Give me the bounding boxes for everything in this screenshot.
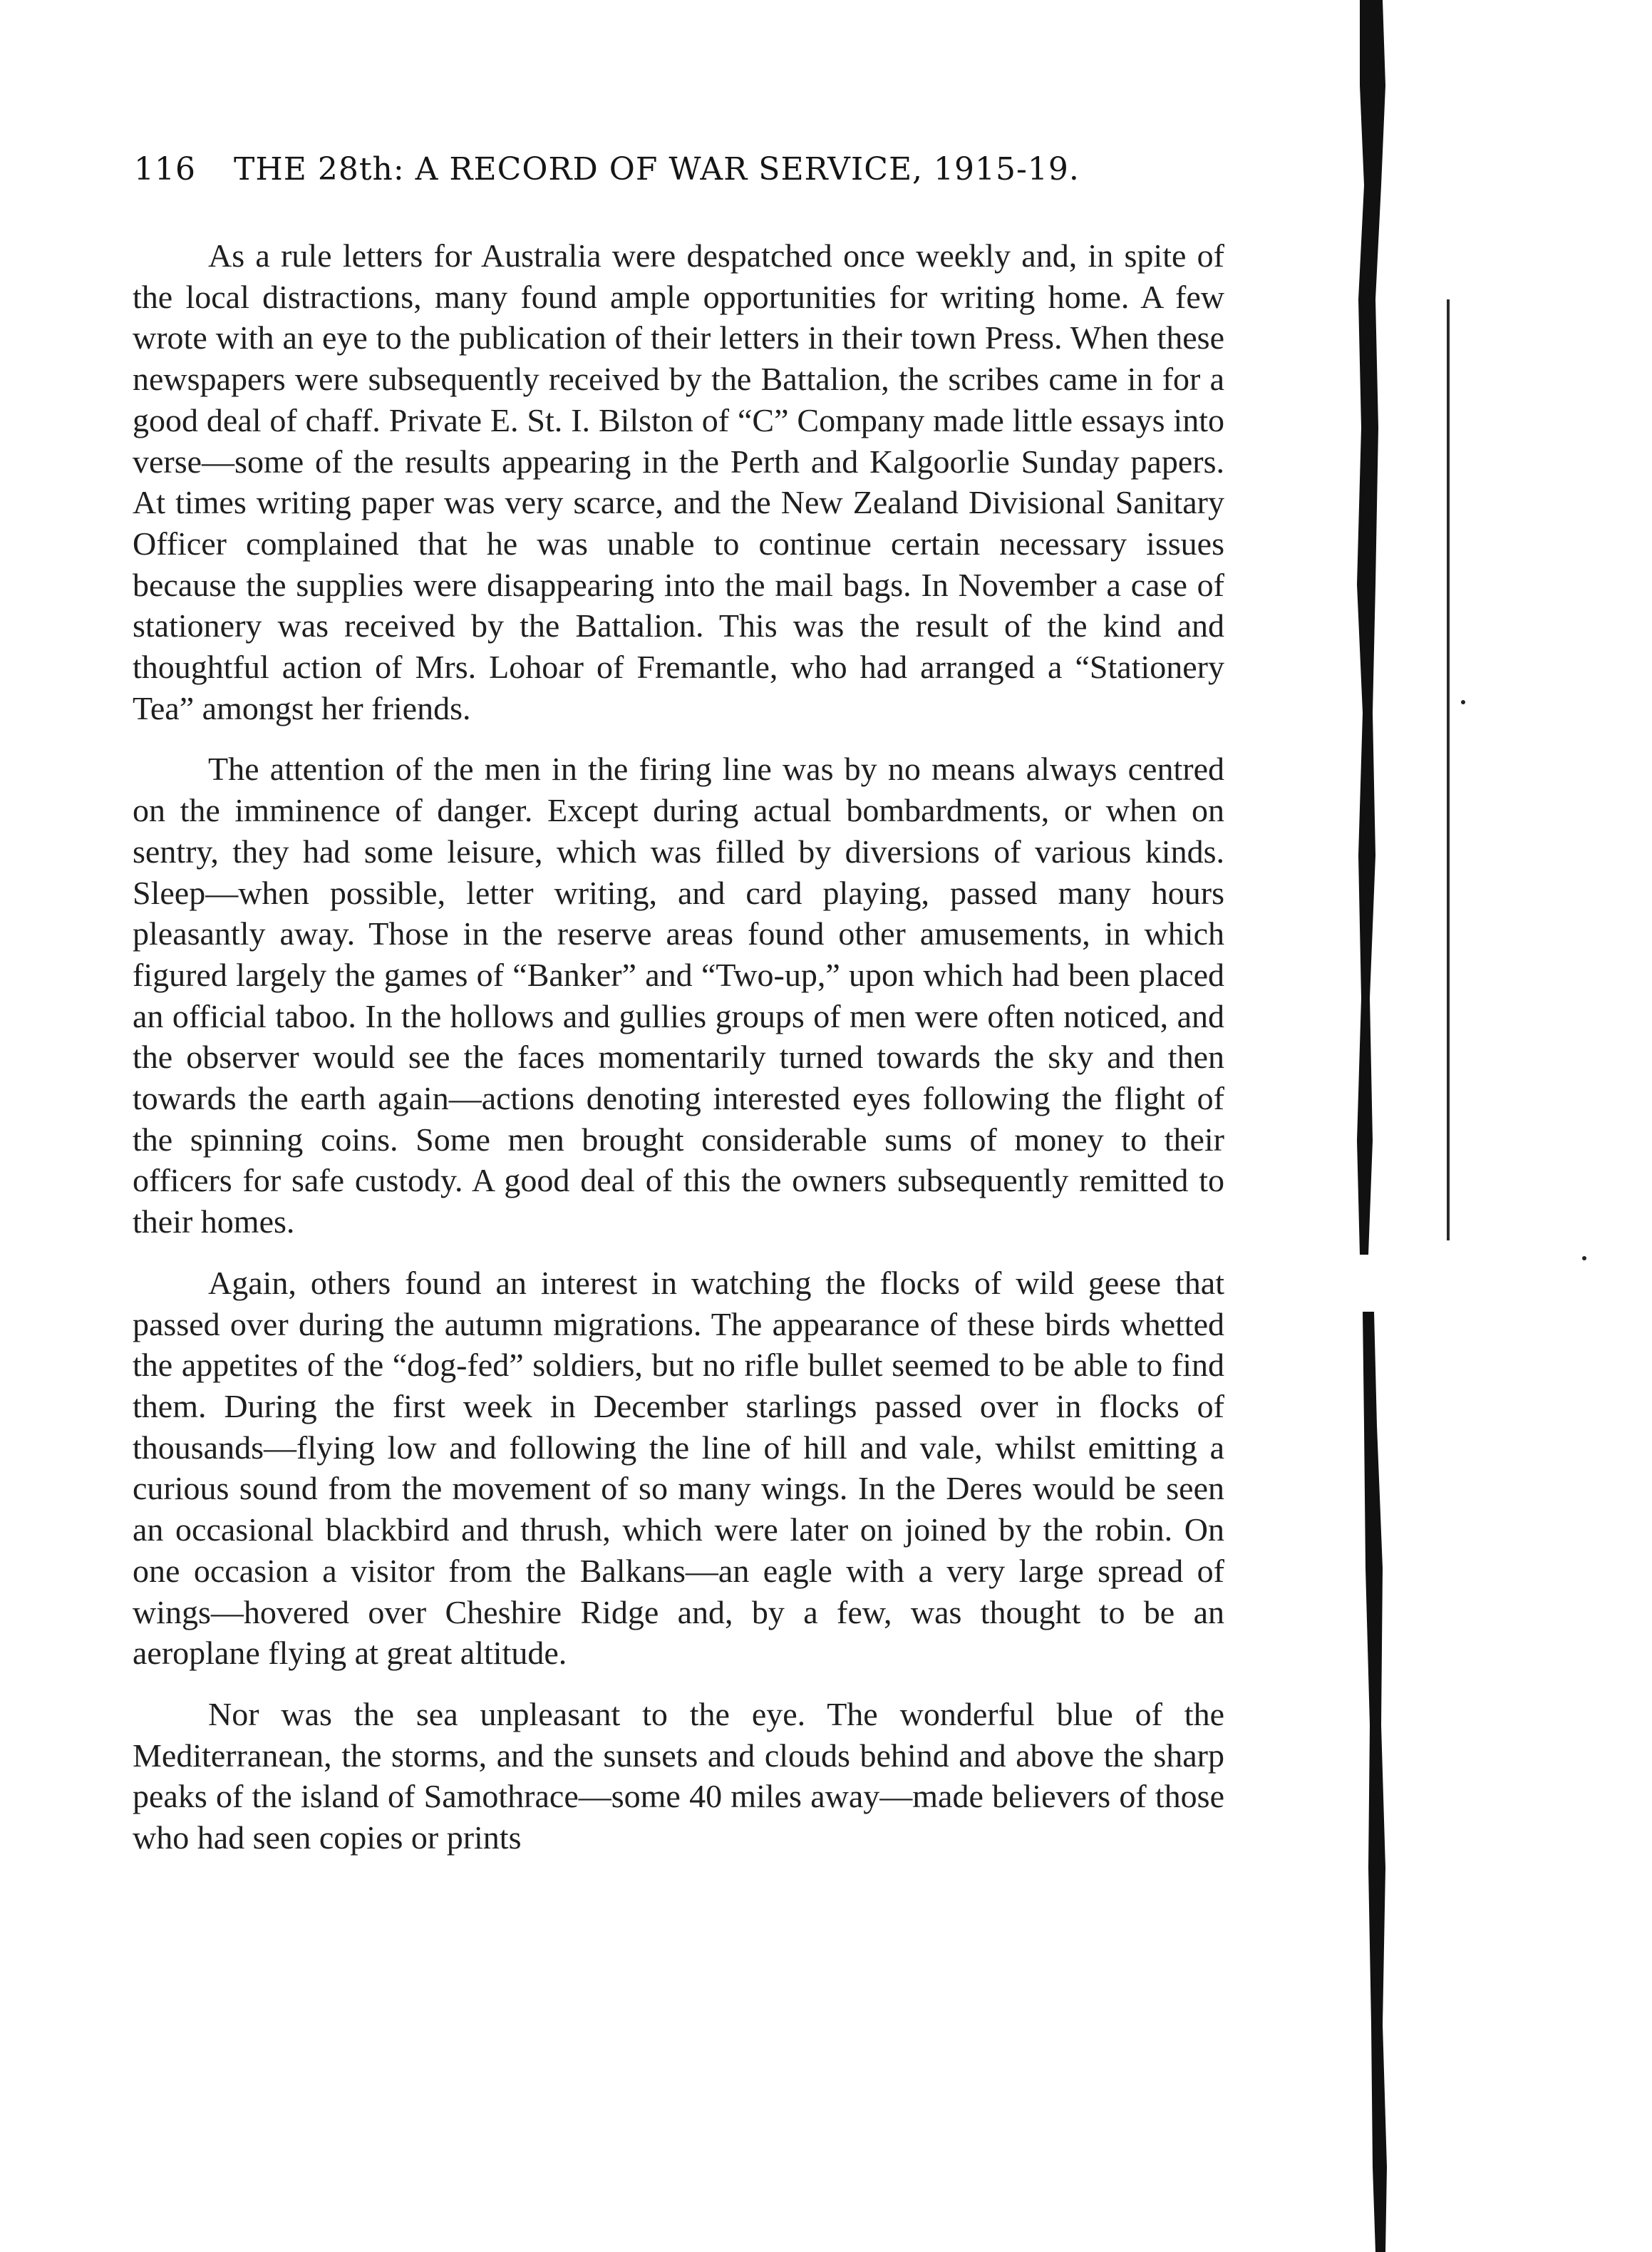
- paragraph-firing-line-leisure: The attention of the men in the firing line was by no means always centred on the imminence of danger. Except during actual bombardments, or when on sentry, they had some leisure, which was filled by diversions of various kinds. Sleep—when possible, letter writing, and card playing, passed many hours pleasantly away. Those in the reserve areas found other amusements, in which figured largely the games of “Banker” and “Two-up,” upon which had been placed an official taboo. In the hollows and gullies groups of men were often noticed, and the observer would see the faces momentarily turned towards the sky and then towards the earth again—actions denoting interested eyes following the flight of the spinning coins. Some men brought considerable sums of money to their officers for safe custody. A good deal of this the owners subsequently remitted to their homes.: [133, 751, 1224, 1240]
- binding-edge-shadow: [1354, 0, 1461, 2252]
- running-title: THE 28th: A RECORD OF WAR SERVICE, 1915-19.: [234, 151, 1080, 187]
- scan-speck: [1461, 700, 1465, 704]
- scan-speck: [1582, 1256, 1586, 1260]
- paragraph-sea: Nor was the sea unpleasant to the eye. The wonderful blue of the Mediterranean, the storms, and the sunsets and clouds behind and above the sharp peaks of the island of Samothrace—some 40 miles away—made believers of those who had seen copies or prints: [133, 1695, 1224, 1856]
- paragraph-letters-home: As a rule letters for Australia were despatched once weekly and, in spite of the local distractions, many found ample opportunities for writing home. A few wrote with an eye to the publication of their letters in their town Press. When these newspapers were subsequently received by the Battalion, the scribes came in for a good deal of chaff. Private E. St. I. Bilston of “C” Company made little essays into verse—some of the results appearing in the Perth and Kalgoorlie Sunday papers. At times writing paper was very scarce, and the New Zealand Divisional Sanitary Officer complained that he was unable to continue certain necessary issues because the supplies were disappearing into the mail bags. In November a case of stationery was received by the Battalion. This was the result of the kind and thoughtful action of Mrs. Lohoar of Fremantle, who had arranged a “Stationery Tea” amongst her friends.: [133, 237, 1224, 726]
- page-number: 116: [134, 151, 196, 187]
- paragraph-birds: Again, others found an interest in watching the flocks of wild geese that passed over during the autumn migrations. The appearance of these birds whetted the appetites of the “dog-fed” soldiers, but no rifle bullet seemed to be able to find them. During the first week in December starlings passed over in flocks of thousands—flying low and following the line of hill and vale, whilst emitting a curious sound from the movement of so many wings. In the Deres would be seen an occasional blackbird and thrush, which were later on joined by the robin. On one occasion a visitor from the Balkans—an eagle with a very large spread of wings—hovered over Cheshire Ridge and, by a few, was thought to be an aeroplane flying at great altitude.: [133, 1264, 1224, 1672]
- body-text: [133, 235, 1224, 1878]
- running-header: [134, 151, 1217, 194]
